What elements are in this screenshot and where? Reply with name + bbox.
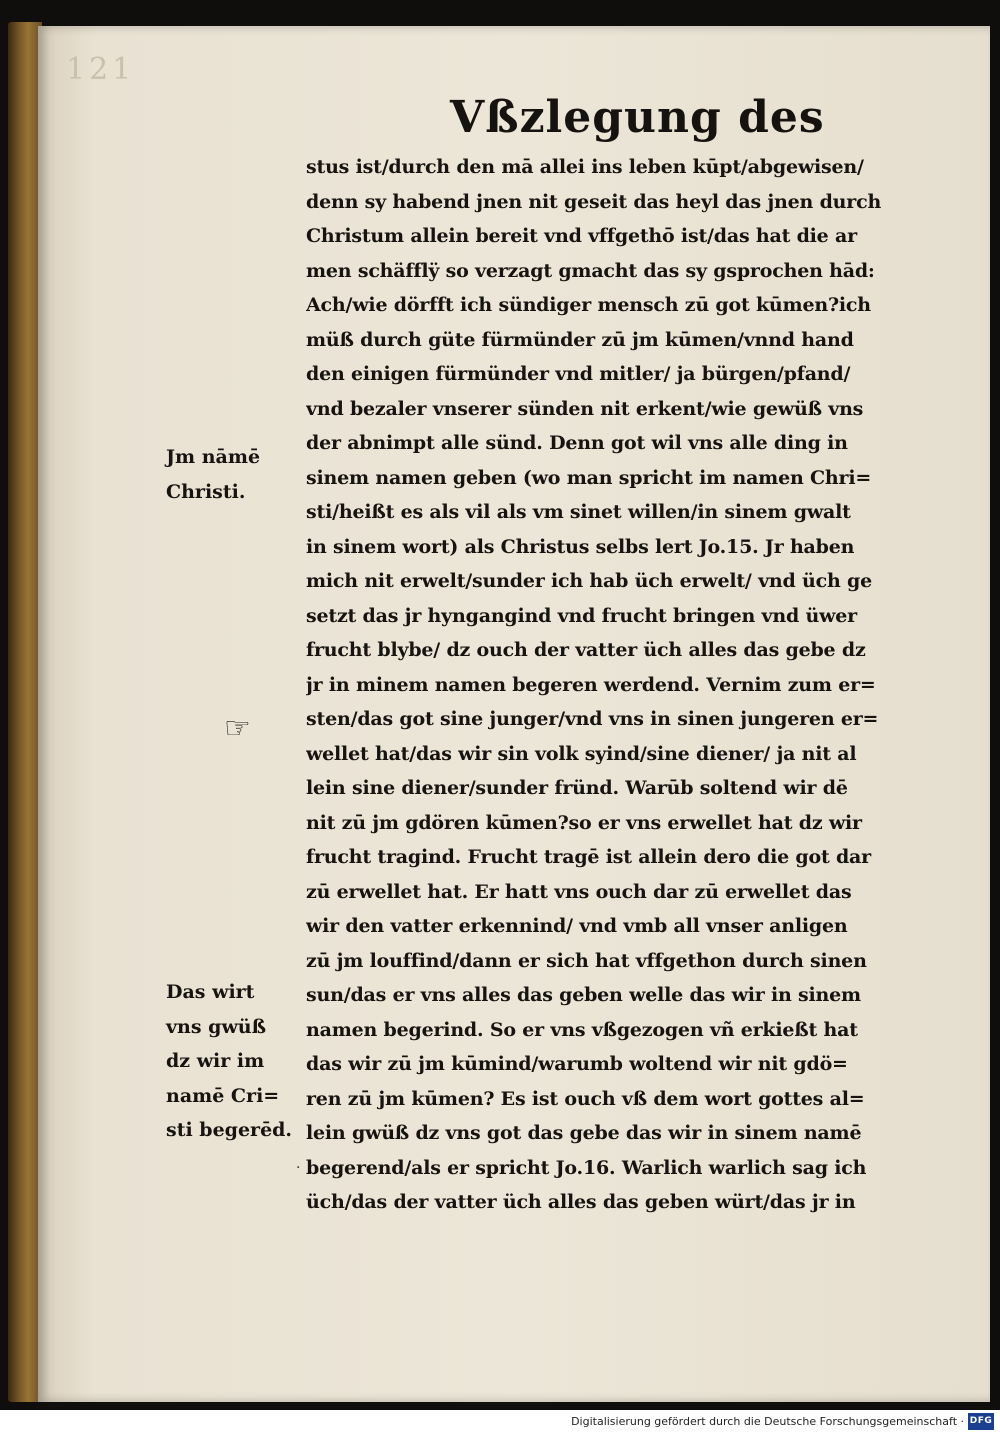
margin-gloss-2 bbox=[166, 975, 301, 1148]
text-line: mich nit erwelt/sunder ich hab üch erwelt/ vnd üch ge bbox=[306, 570, 873, 592]
gloss-line: Jm nāmē bbox=[166, 446, 261, 468]
text-line: nit zū jm gdören kūmen?so er vns erwellet hat dz wir bbox=[306, 811, 862, 834]
gloss-line: dz wir im bbox=[166, 1050, 265, 1072]
text-line: sun/das er vns alles das geben welle das wir in sinem bbox=[306, 984, 861, 1006]
text-line: das wir zū jm kūmind/warumb woltend wir nit gdö= bbox=[306, 1053, 848, 1075]
gloss-line: vns gwüß bbox=[166, 1015, 267, 1038]
running-head: Vßzlegung des bbox=[450, 92, 825, 143]
gloss-line: Das wirt bbox=[166, 981, 255, 1003]
text-line: sinem namen geben (wo man spricht im namen Chri= bbox=[306, 466, 872, 489]
text-line: den einigen fürmünder vnd mitler/ ja bürgen/pfand/ bbox=[306, 363, 851, 385]
page-number: 121 bbox=[66, 52, 136, 87]
body-text-block bbox=[306, 150, 970, 1220]
text-line: wir den vatter erkennind/ vnd vmb all vnser anligen bbox=[306, 915, 848, 937]
book-binding-edge bbox=[8, 22, 42, 1402]
text-line: setzt das jr hyngangind vnd frucht bringen vnd üwer bbox=[306, 604, 857, 627]
text-line: Christum allein bereit vnd vffgethō ist/das hat die ar bbox=[306, 225, 857, 247]
text-line: frucht blybe/ dz ouch der vatter üch alles das gebe dz bbox=[306, 639, 866, 661]
text-line: müß durch güte fürmünder zū jm kūmen/vnnd hand bbox=[306, 328, 854, 351]
manicule-icon: ☞ bbox=[224, 711, 251, 746]
gloss-line: sti begerēd. bbox=[166, 1119, 293, 1141]
text-line: vnd bezaler vnserer sünden nit erkent/wie gewüß vns bbox=[306, 397, 864, 420]
gloss-line: Christi. bbox=[166, 480, 246, 503]
text-line: jr in minem namen begeren werdend. Vernim zum er= bbox=[306, 673, 876, 696]
dfg-logo-icon: DFG bbox=[968, 1413, 994, 1430]
text-line: begerend/als er spricht Jo.16. Warlich warlich sag ich bbox=[306, 1156, 867, 1179]
margin-gloss-1 bbox=[166, 440, 301, 509]
gloss-line: namē Cri= bbox=[166, 1084, 280, 1107]
text-line: denn sy habend jnen nit geseit das heyl das jnen durch bbox=[306, 190, 882, 213]
text-line: frucht tragind. Frucht tragē ist allein dero die got dar bbox=[306, 846, 871, 868]
text-line: wellet hat/das wir sin volk syind/sine diener/ ja nit al bbox=[306, 742, 857, 765]
text-line: lein sine diener/sunder fründ. Warūb soltend wir dē bbox=[306, 777, 848, 799]
text-line: der abnimpt alle sünd. Denn got wil vns alle ding in bbox=[306, 432, 848, 454]
text-line: stus ist/durch den mā allei ins leben kūpt/abgewisen/ bbox=[306, 156, 864, 178]
stray-mark: · bbox=[296, 1160, 301, 1176]
funding-credit: Digitalisierung gefördert durch die Deutsche Forschungsgemeinschaft · bbox=[571, 1415, 964, 1428]
text-line: namen begerind. So er vns vßgezogen vñ erkießt hat bbox=[306, 1018, 858, 1041]
text-line: lein gwüß dz vns got das gebe das wir in sinem namē bbox=[306, 1122, 862, 1144]
text-line: men schäfflÿ so verzagt gmacht das sy gsprochen hād: bbox=[306, 259, 875, 282]
text-line: ren zū jm kūmen? Es ist ouch vß dem wort gottes al= bbox=[306, 1087, 865, 1110]
text-line: Ach/wie dörfft ich sündiger mensch zū got kūmen?ich bbox=[306, 294, 871, 316]
footer-bar bbox=[0, 1410, 1000, 1434]
text-line: in sinem wort) als Christus selbs lert Jo.15. Jr haben bbox=[306, 535, 855, 558]
text-line: sten/das got sine junger/vnd vns in sinen jungeren er= bbox=[306, 708, 879, 730]
text-line: zū jm louffind/dann er sich hat vffgethon durch sinen bbox=[306, 949, 867, 972]
text-line: zū erwellet hat. Er hatt vns ouch dar zū erwellet das bbox=[306, 880, 852, 903]
text-line: sti/heißt es als vil als vm sinet willen/in sinem gwalt bbox=[306, 501, 851, 523]
text-line: üch/das der vatter üch alles das geben würt/das jr in bbox=[306, 1191, 856, 1213]
